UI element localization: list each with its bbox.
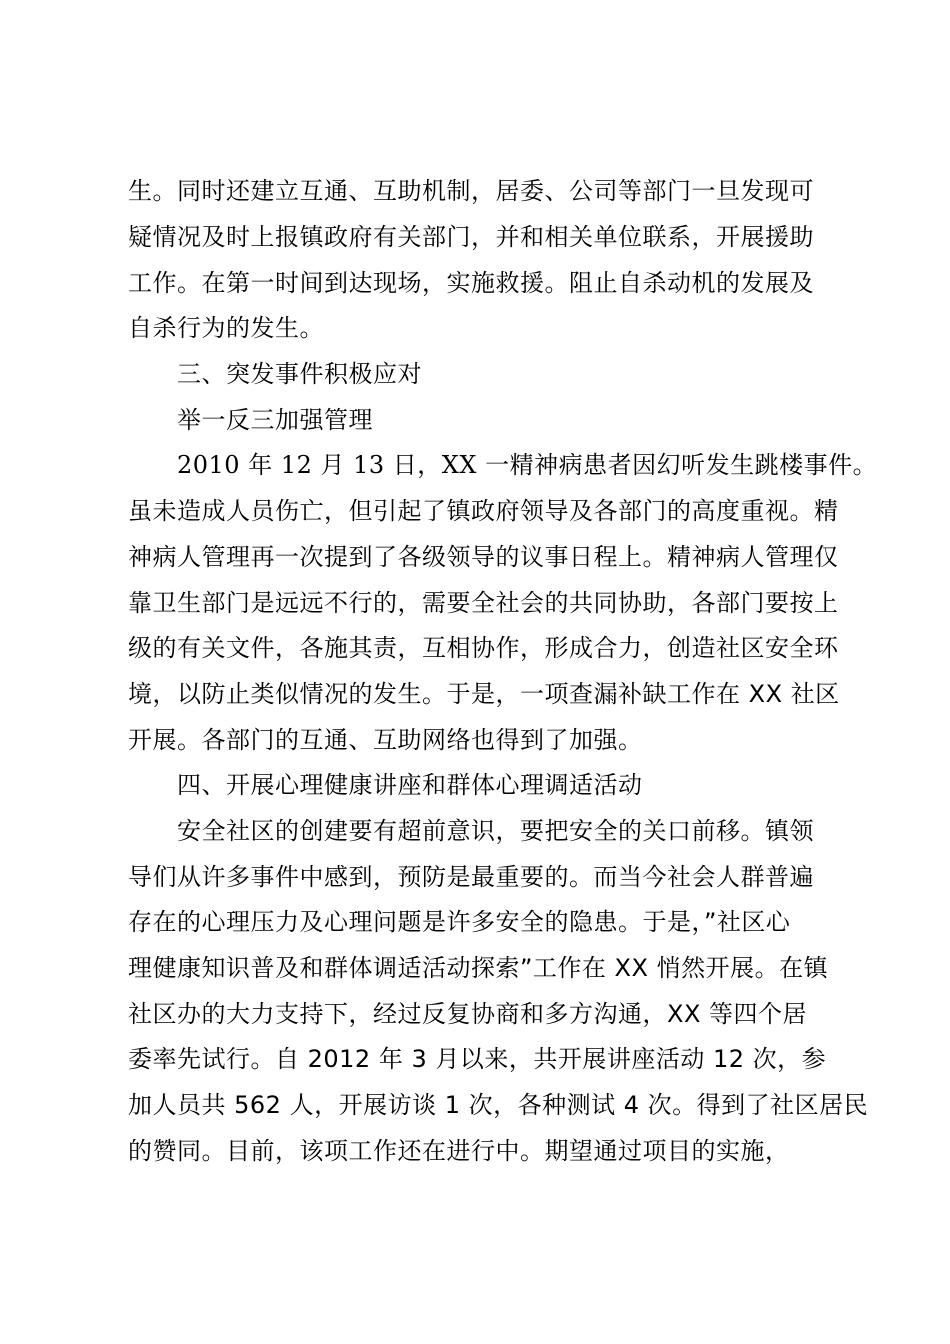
text-line-18: 理健康知识普及和群体调适活动探索”工作在 XX 悄然开展。在镇 xyxy=(128,954,829,982)
text-line-17: 存在的心理压力及心理问题是许多安全的隐患。于是，”社区心 xyxy=(128,908,791,936)
text-line-11: 级的有关文件，各施其责，互相协作，形成合力，创造社区安全环 xyxy=(128,634,839,662)
text-line-3: 工作。在第一时间到达现场，实施救援。阻止自杀动机的发展及 xyxy=(128,269,814,297)
text-line-21: 加人员共 562 人，开展访谈 1 次，各种测试 4 次。得到了社区居民 xyxy=(128,1091,869,1119)
text-line-13: 开展。各部门的互通、互助网络也得到了加强。 xyxy=(128,726,643,754)
text-line-8: 虽未造成人员伤亡，但引起了镇政府领导及各部门的高度重视。精 xyxy=(128,497,839,525)
text-line-12: 境，以防止类似情况的发生。于是，一项查漏补缺工作在 XX 社区 xyxy=(128,680,840,708)
text-line-16: 导们从许多事件中感到，预防是最重要的。而当今社会人群普遍 xyxy=(128,863,814,891)
section-heading-3: 三、突发事件积极应对 xyxy=(177,360,422,388)
text-line-22: 的赞同。目前，该项工作还在进行中。期望通过项目的实施， xyxy=(128,1137,790,1165)
text-line-15: 安全社区的创建要有超前意识，要把安全的关口前移。镇领 xyxy=(177,817,814,845)
text-line-10: 靠卫生部门是远远不行的，需要全社会的共同协助，各部门要按上 xyxy=(128,589,839,617)
text-line-1: 生。同时还建立互通、互助机制，居委、公司等部门一旦发现可 xyxy=(128,177,814,205)
text-line-7: 2010 年 12 月 13 日，XX 一精神病患者因幻听发生跳楼事件。 xyxy=(177,451,878,479)
text-line-9: 神病人管理再一次提到了各级领导的议事日程上。精神病人管理仅 xyxy=(128,543,839,571)
subheading: 举一反三加强管理 xyxy=(177,406,373,434)
section-heading-4: 四、开展心理健康讲座和群体心理调适活动 xyxy=(177,771,643,799)
text-line-2: 疑情况及时上报镇政府有关部门，并和相关单位联系，开展援助 xyxy=(128,223,814,251)
text-line-4: 自杀行为的发生。 xyxy=(128,314,324,342)
text-line-20: 委率先试行。自 2012 年 3 月以来，共开展讲座活动 12 次，参 xyxy=(128,1045,827,1073)
text-line-19: 社区办的大力支持下，经过反复协商和多方沟通，XX 等四个居 xyxy=(128,1000,808,1028)
